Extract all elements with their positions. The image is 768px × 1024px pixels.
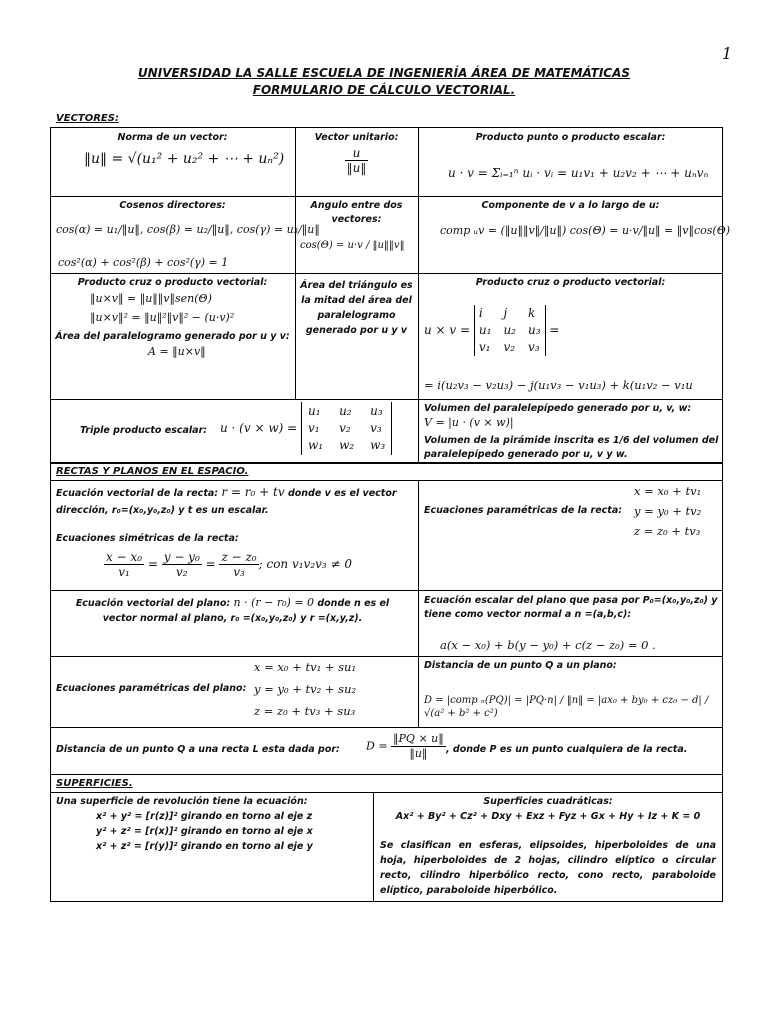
triple-title: Triple producto escalar: (80, 425, 208, 436)
revolucion-line-3: x² + z² = [r(y)]² girando en torno al eje y (96, 841, 313, 852)
revolucion-line-2: y² + z² = [r(x)]² girando en torno al eje x (96, 826, 313, 837)
simetricas-title: Ecuaciones simétricas de la recta: (56, 533, 239, 544)
dist-recta-rest: , donde P es un punto cualquiera de la recta. (446, 744, 688, 755)
area-paralelogramo-text: Área del paralelogramo generado por u y v: (55, 331, 290, 342)
recta-vectorial: Ecuación vectorial de la recta: r = r₀ + tv donde v es el vector dirección, r₀=(x₀,y₀,z₀) y t es un escalar. (56, 485, 397, 516)
param-plano-z: z = z₀ + tv₃ + su₃ (254, 704, 356, 718)
cruz2-title: Producto cruz o producto vectorial: (475, 277, 666, 288)
plano-escalar-text: Ecuación escalar del plano que pasa por P₀=(x₀,y₀,z₀) y tiene como vector normal a n =(a,b,c): (424, 595, 718, 620)
simetricas-formula: $\frac{\text{x − x₀}}{\text{v₁}}$ = $\frac{\text{y − y₀}}{\text{v₂}}$ = $\frac{\text{z − z₀}}{\text{v₃}}$ ; con v₁v₂v₃ ≠ 0 (106, 550, 353, 579)
dist-plano-title: Distancia de un punto Q a un plano: (424, 660, 617, 671)
cruz-formula-1: ‖u×v‖ = ‖u‖‖v‖sen(Θ) (90, 292, 212, 305)
angulo-formula: cos(Θ) = u·v / ‖u‖‖v‖ (300, 240, 405, 251)
volumen-text-2: Volumen de la pirámide inscrita es 1/6 del volumen del paralelepípedo generado por u, v y w. (424, 435, 719, 460)
section-rectas: RECTAS Y PLANOS EN EL ESPACIO. (56, 466, 249, 477)
dist-recta-formula: D = $\frac{‖PQ \times u‖}{‖u‖}$ (366, 732, 444, 760)
volumen-formula: V = |u · (v × w)| (424, 416, 514, 429)
param-plano-x: x = x₀ + tv₁ + su₁ (254, 660, 357, 674)
param-plano-title: Ecuaciones paramétricas del plano: (56, 683, 247, 694)
param-recta-title: Ecuaciones paramétricas de la recta: (424, 505, 623, 516)
unitario-formula: $\frac{u}{‖u‖}$ (346, 146, 367, 175)
param-recta-x: x = x₀ + tv₁ (634, 484, 702, 498)
punto-title: Producto punto o producto escalar: (475, 132, 666, 143)
dist-recta-text: Distancia de un punto Q a una recta L esta dada por: (56, 744, 340, 755)
punto-formula: u · v = Σᵢ₌₁ⁿ uᵢ · vᵢ = u₁v₁ + u₂v₂ + ⋯ + uₙvₙ (448, 166, 709, 180)
cuadraticas-text: Se clasifican en esferas, elipsoides, hiperboloides de una hoja, hiperboloides de 2 hojas, cilindro elíptico o circular recto, cilindro hiperbólico recto, cono recto, paraboloide elíptico, paraboloide hiperbólico. (380, 840, 716, 896)
header-line-2: FORMULARIO DE CÁLCULO VECTORIAL. (252, 83, 516, 97)
plano-escalar-formula: a(x − x₀) + b(y − y₀) + c(z − z₀) = 0 . (440, 638, 656, 652)
cruz2-determinant: u × v = i j k u₁ u₂ u₃ v₁ v₂ v₃ = (424, 306, 560, 354)
param-recta-y: y = y₀ + tv₂ (634, 504, 702, 518)
norma-formula: ‖u‖ = √(u₁² + u₂² + ⋯ + uₙ²) (84, 151, 285, 167)
volumen-text-1: Volumen del paralelepípedo generado por u, v, w: (424, 403, 692, 414)
norma-title: Norma de un vector: (117, 132, 228, 143)
cuadraticas-formula: Ax² + By² + Cz² + Dxy + Exz + Fyz + Gx + Hy + Iz + K = 0 (395, 811, 701, 822)
cosenos-identity: cos²(α) + cos²(β) + cos²(γ) = 1 (58, 256, 229, 269)
header-line-1: UNIVERSIDAD LA SALLE ESCUELA DE INGENIERÍA ÁREA DE MATEMÁTICAS (137, 66, 631, 80)
revolucion-line-1: x² + y² = [r(z)]² girando en torno al eje z (96, 811, 313, 822)
triple-determinant: u · (v × w) = u₁ u₂ u₃ v₁ v₂ v₃ w₁ w₂ w₃ (220, 402, 392, 455)
cruz-title: Producto cruz o producto vectorial: (77, 277, 268, 288)
area-paralelogramo-formula: A = ‖u×v‖ (148, 345, 206, 358)
param-recta-z: z = z₀ + tv₃ (634, 524, 701, 538)
componente-title: Componente de v a lo largo de u: (481, 200, 660, 211)
param-plano-y: y = y₀ + tv₂ + su₂ (254, 682, 357, 696)
cruz-formula-2: ‖u×v‖² = ‖u‖²‖v‖² − (u·v)² (90, 311, 235, 324)
cosenos-title: Cosenos directores: (119, 200, 226, 211)
triangulo-text: Área del triángulo es la mitad del área del paralelogramo generado por u y v (300, 280, 413, 336)
cruz2-expansion: = i(u₂v₃ − v₂u₃) − j(u₁v₃ − v₁u₃) + k(u₁v₂ − v₁u (424, 378, 693, 392)
dist-plano-formula: D = |comp ₙ(PQ)| = |PQ·n| / ‖n‖ = |ax₀ + by₀ + cz₀ − d| / √(a² + b² + c²) (424, 695, 709, 719)
section-superficies: SUPERFICIES. (56, 778, 133, 789)
angulo-title: Angulo entre dos vectores: (310, 200, 403, 225)
componente-formula: comp ᵤv = (‖u‖‖v‖/‖u‖) cos(Θ) = u·v/‖u‖ = ‖v‖cos(Θ) (440, 224, 731, 237)
unitario-title: Vector unitario: (314, 132, 399, 143)
section-vectores: VECTORES: (56, 113, 119, 124)
revolucion-title: Una superficie de revolución tiene la ecuación: (56, 796, 308, 807)
cuadraticas-title: Superficies cuadráticas: (483, 796, 613, 807)
cosenos-formula: cos(α) = u₁/‖u‖, cos(β) = u₂/‖u‖, cos(γ) = u₃/‖u‖ (56, 223, 320, 236)
plano-vectorial: Ecuación vectorial del plano: n · (r − r₀) = 0 donde n es el vector normal al plano, r₀ =(x₀,y₀,z₀) y r =(x,y,z). (75, 596, 390, 624)
rectas-table (50, 480, 723, 775)
page-number: 1 (721, 44, 732, 63)
